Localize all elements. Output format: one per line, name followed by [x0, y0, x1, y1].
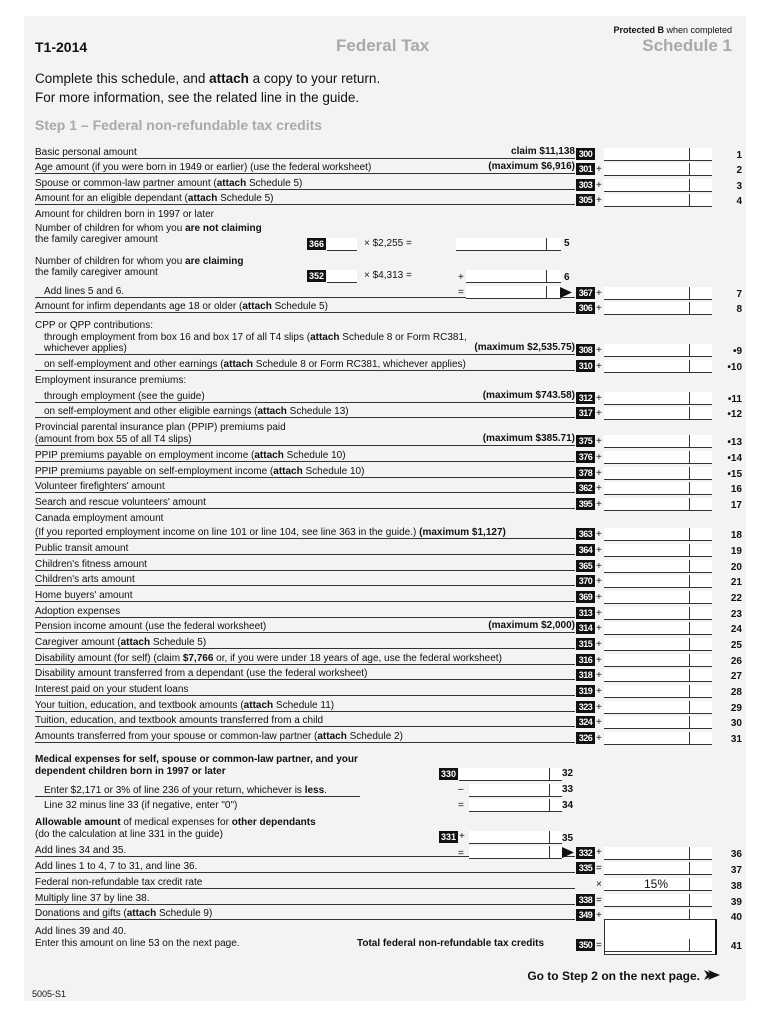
- credit-row: [35, 543, 575, 555]
- line-operator: +: [596, 655, 602, 666]
- line-338-op: =: [596, 895, 602, 906]
- line-33-op: –: [458, 784, 464, 795]
- line-41-text-1: Add lines 39 and 40.: [35, 926, 127, 937]
- credit-row-limit: (maximum $6,916): [488, 161, 575, 172]
- line-code: 300: [576, 148, 595, 160]
- line-38-row: Federal non-refundable tax credit rate: [35, 877, 575, 889]
- line-code: 376: [576, 451, 595, 463]
- line-34-op: =: [458, 800, 464, 811]
- line-40-row: Donations and gifts (attach Schedule 9): [35, 908, 575, 920]
- form-page: [24, 16, 746, 1001]
- line-41-amount: [605, 939, 689, 952]
- credit-row-label: Children's fitness amount: [35, 559, 147, 570]
- credit-row: [35, 606, 575, 618]
- line-code: 323: [576, 701, 595, 713]
- line-36-sum: [469, 846, 549, 859]
- line-amount-input[interactable]: [604, 622, 689, 635]
- credit-row-label: Public transit amount: [35, 543, 129, 554]
- line-number: 23: [730, 609, 742, 620]
- line-number: 22: [730, 593, 742, 604]
- credit-row-label: Interest paid on your student loans: [35, 684, 189, 695]
- line-41-number: 41: [730, 941, 742, 952]
- line-code: 315: [576, 638, 595, 650]
- line-code: 367: [576, 287, 595, 299]
- credit-row-label: Volunteer firefighters' amount: [35, 481, 165, 492]
- line-338-code: 338: [576, 894, 595, 906]
- line-code: 318: [576, 669, 595, 681]
- line-amount-input[interactable]: [604, 344, 689, 357]
- line-6-number: 6: [564, 272, 570, 283]
- children-claiming-l2: the family caregiver amount: [35, 267, 158, 278]
- line-operator: +: [596, 499, 602, 510]
- credit-row: [35, 359, 575, 371]
- line-366-input[interactable]: [327, 238, 357, 251]
- line-code: 365: [576, 560, 595, 572]
- credit-row-label: through employment from box 16 and box 17 of all T4 slips (attach Schedule 8 or Form RC381,: [44, 332, 467, 343]
- line-352-input[interactable]: [327, 270, 357, 283]
- credit-row: [35, 668, 575, 680]
- line-operator: +: [596, 717, 602, 728]
- line-code: 324: [576, 716, 595, 728]
- line-code: 375: [576, 435, 595, 447]
- line-amount-input[interactable]: [604, 302, 689, 315]
- credit-row: [35, 375, 575, 386]
- line-operator: +: [596, 686, 602, 697]
- line-332-op: +: [596, 847, 602, 858]
- line-amount-input[interactable]: [604, 560, 689, 573]
- children-claiming-l1: Number of children for whom you are claiming: [35, 256, 244, 267]
- line-number: 24: [730, 624, 742, 635]
- line-number: •14: [727, 453, 742, 464]
- credit-row-label: Employment insurance premiums:: [35, 375, 187, 386]
- credit-row: [35, 406, 575, 418]
- line-32-number: 32: [562, 768, 574, 779]
- credit-row-limit: (maximum $2,535.75): [474, 342, 575, 353]
- credit-row-label: on self-employment and other eligible earnings (attach Schedule 13): [44, 406, 349, 417]
- line-code: 310: [576, 360, 595, 372]
- line-34-amount: [469, 799, 549, 812]
- line-number: •12: [727, 409, 742, 420]
- line-number: 25: [730, 640, 742, 651]
- line-6-amount[interactable]: [466, 270, 546, 283]
- line-amount-input[interactable]: [604, 467, 689, 480]
- line-operator: +: [596, 702, 602, 713]
- credit-row: [35, 147, 575, 159]
- credit-row: [35, 422, 575, 433]
- line-number: •9: [732, 346, 742, 357]
- line-39-row: Multiply line 37 by line 38.: [35, 893, 575, 905]
- credit-row: [35, 590, 575, 602]
- line-code: 308: [576, 344, 595, 356]
- line-operator: +: [596, 545, 602, 556]
- line-code: 303: [576, 179, 595, 191]
- credit-row: [35, 527, 575, 539]
- line-amount-input[interactable]: [604, 575, 689, 588]
- line-amount-input[interactable]: [604, 392, 689, 405]
- credit-row-label: (If you reported employment income on line 101 or line 104, see line 363 in the guide.) (maximum $1,127): [35, 527, 506, 538]
- line-366-multiplier: × $2,255 =: [364, 238, 412, 249]
- credit-row-label: on self-employment and other earnings (attach Schedule 8 or Form RC381, whichever applies): [44, 359, 466, 370]
- line-code: 363: [576, 528, 595, 540]
- line-349-op: +: [596, 910, 602, 921]
- credit-row-label: PPIP premiums payable on employment income (attach Schedule 10): [35, 450, 346, 461]
- line-number: 28: [730, 687, 742, 698]
- line-operator: +: [596, 561, 602, 572]
- line-34-number: 34: [562, 800, 574, 811]
- children-not-claiming-l1: Number of children for whom you are not claiming: [35, 223, 262, 234]
- line-amount-input[interactable]: [604, 685, 689, 698]
- line-code: 316: [576, 654, 595, 666]
- line-335-op: =: [596, 863, 602, 874]
- line-amount-input[interactable]: [604, 163, 689, 176]
- line-number: 7: [736, 289, 742, 300]
- credit-row-label: Home buyers' amount: [35, 590, 133, 601]
- line-36-number: 36: [730, 849, 742, 860]
- schedule-title: Schedule 1: [642, 36, 732, 55]
- credit-row: [35, 178, 575, 190]
- credit-row-label: Provincial parental insurance plan (PPIP) premiums paid: [35, 422, 286, 433]
- line-36-row: Add lines 34 and 35.: [35, 845, 575, 857]
- line-6-cents[interactable]: [546, 270, 561, 283]
- line-352-code: 352: [308, 271, 325, 281]
- children-not-claiming-l2: the family caregiver amount: [35, 234, 158, 245]
- line-amount-input[interactable]: [604, 669, 689, 682]
- line-37-amount: [604, 862, 689, 875]
- line-amount-input[interactable]: [604, 407, 689, 420]
- credit-row-label: Amounts transferred from your spouse or common-law partner (attach Schedule 2): [35, 731, 403, 742]
- credit-row: [35, 700, 575, 712]
- line-operator: +: [596, 608, 602, 619]
- line-37-number: 37: [730, 865, 742, 876]
- line-330-code: 330: [440, 769, 457, 779]
- line-code: 378: [576, 467, 595, 479]
- line-36-sum-op: =: [458, 848, 464, 859]
- credit-row-label: CPP or QPP contributions:: [35, 320, 154, 331]
- credit-row-label: Spouse or common-law partner amount (attach Schedule 5): [35, 178, 303, 189]
- line-operator: +: [596, 195, 602, 206]
- line-34-cents: [549, 799, 562, 812]
- credit-row-label: Add lines 5 and 6.: [44, 286, 125, 297]
- line-code: 306: [576, 302, 595, 314]
- credit-row-label: through employment (see the guide): [44, 391, 205, 402]
- federal-rate: 15%: [644, 877, 669, 891]
- line-35-op: +: [459, 831, 465, 842]
- line-amount-input[interactable]: [604, 654, 689, 667]
- line-5-amount[interactable]: [456, 238, 546, 251]
- credit-row-label: whichever applies): [44, 343, 127, 354]
- credit-row: [35, 481, 575, 493]
- line-5-6-sum: [466, 286, 546, 299]
- credit-row-label: Disability amount transferred from a dependant (use the federal worksheet): [35, 668, 368, 679]
- credit-row: [35, 193, 575, 205]
- line-350-code: 350: [576, 939, 595, 951]
- line-number: •13: [727, 437, 742, 448]
- line-operator: +: [596, 303, 602, 314]
- credit-row-label: Caregiver amount (attach Schedule 5): [35, 637, 207, 648]
- line-amount-input[interactable]: [604, 701, 689, 714]
- credit-row: [35, 574, 575, 586]
- protected-notice: Protected B when completed: [613, 25, 732, 35]
- line-operator: +: [596, 623, 602, 634]
- line-code: 317: [576, 407, 595, 419]
- line-amount-input[interactable]: [604, 435, 689, 448]
- step-1-title: Step 1 – Federal non-refundable tax credits: [35, 117, 323, 133]
- arrow-right-icon: [704, 967, 720, 983]
- credit-row-label: Disability amount (for self) (claim $7,766 or, if you were under 18 years of age, use the federal worksheet): [35, 653, 502, 664]
- line-366-code: 366: [308, 239, 325, 249]
- line-amount-input[interactable]: [604, 287, 689, 300]
- line-39-amount: [604, 894, 689, 907]
- line-operator: +: [596, 576, 602, 587]
- credit-row: [35, 497, 575, 509]
- line-operator: +: [596, 483, 602, 494]
- line-35-number: 35: [562, 833, 574, 844]
- line-operator: +: [596, 408, 602, 419]
- form-title: Federal Tax: [336, 36, 430, 55]
- line-number: 17: [730, 500, 742, 511]
- line-6-op: +: [458, 272, 464, 283]
- credit-row-label: Canada employment amount: [35, 513, 164, 524]
- credit-row: [35, 450, 575, 462]
- credit-row: [35, 513, 575, 524]
- line-number: 4: [736, 196, 742, 207]
- line-number: 29: [730, 703, 742, 714]
- credit-row: [35, 637, 575, 649]
- credit-row-limit: (maximum $743.58): [482, 390, 575, 401]
- line-operator: +: [596, 180, 602, 191]
- credit-row: [35, 301, 575, 313]
- line-number: 26: [730, 656, 742, 667]
- arrow-right-icon: [562, 847, 574, 858]
- line-code: 369: [576, 591, 595, 603]
- form-number: 5005-S1: [32, 989, 67, 999]
- line-operator: +: [596, 164, 602, 175]
- line-amount-input[interactable]: [604, 451, 689, 464]
- line-operator: +: [596, 345, 602, 356]
- line-number: 30: [730, 718, 742, 729]
- credit-row: [35, 343, 575, 355]
- line-operator: +: [596, 670, 602, 681]
- line-number: 31: [730, 734, 742, 745]
- credit-row-label: Children's arts amount: [35, 574, 135, 585]
- credit-row: [35, 320, 575, 331]
- line-operator: +: [596, 529, 602, 540]
- line-amount-input[interactable]: [604, 638, 689, 651]
- line-5-6-sum-op: =: [458, 287, 464, 298]
- line-335-code: 335: [576, 862, 595, 874]
- line-operator: +: [596, 288, 602, 299]
- line-5-cents[interactable]: [546, 238, 561, 251]
- line-number: 8: [736, 304, 742, 315]
- allowable-l1: Allowable amount of medical expenses for other dependants: [35, 817, 316, 828]
- line-number: 21: [730, 577, 742, 588]
- line-amount-input[interactable]: [604, 148, 689, 161]
- line-number: 27: [730, 671, 742, 682]
- line-36-sum-cents: [549, 846, 562, 859]
- intro-line-2: For more information, see the related line in the guide.: [35, 90, 360, 105]
- credit-row-label: PPIP premiums payable on self-employment income (attach Schedule 10): [35, 466, 365, 477]
- line-operator: +: [596, 393, 602, 404]
- line-330-amount[interactable]: [459, 768, 549, 781]
- credit-row-label: Pension income amount (use the federal worksheet): [35, 621, 267, 632]
- intro-line-1: Complete this schedule, and attach a copy to your return.: [35, 71, 381, 86]
- credit-row: [35, 731, 575, 743]
- line-number: 19: [730, 546, 742, 557]
- line-code: 362: [576, 482, 595, 494]
- line-36-amount[interactable]: [604, 847, 689, 860]
- line-33-underline: [35, 784, 360, 797]
- line-code: 314: [576, 622, 595, 634]
- line-38-op: ×: [596, 879, 602, 890]
- line-330-cents[interactable]: [549, 768, 562, 781]
- line-amount-input[interactable]: [604, 607, 689, 620]
- line-number: 16: [730, 484, 742, 495]
- credit-row: [35, 209, 575, 220]
- line-33-text: Enter $2,171 or 3% of line 236 of your return, whichever is less.: [44, 785, 327, 796]
- line-33-number: 33: [562, 784, 574, 795]
- line-code: 305: [576, 194, 595, 206]
- line-amount-input[interactable]: [604, 498, 689, 511]
- line-operator: +: [596, 592, 602, 603]
- line-operator: +: [596, 468, 602, 479]
- credit-row-label: Search and rescue volunteers' amount: [35, 497, 206, 508]
- credit-row-label: Amount for children born in 1997 or later: [35, 209, 214, 220]
- line-35-amount[interactable]: [469, 831, 549, 844]
- credit-row: [35, 162, 575, 174]
- line-number: 3: [736, 181, 742, 192]
- line-352-multiplier: × $4,313 =: [364, 270, 412, 281]
- allowable-l2: (do the calculation at line 331 in the guide): [35, 829, 223, 840]
- line-amount-input[interactable]: [604, 360, 689, 373]
- line-39-number: 39: [730, 897, 742, 908]
- line-code: 319: [576, 685, 595, 697]
- medical-title-l1: Medical expenses for self, spouse or common-law partner, and your: [35, 754, 358, 765]
- credit-row-limit: claim $11,138: [511, 146, 575, 157]
- line-code: 301: [576, 163, 595, 175]
- credit-row: [35, 684, 575, 696]
- line-operator: +: [596, 639, 602, 650]
- line-number: 20: [730, 562, 742, 573]
- line-number: •10: [727, 362, 742, 373]
- line-code: 312: [576, 392, 595, 404]
- line-number: •15: [727, 469, 742, 480]
- credit-row-label: Your tuition, education, and textbook amounts (attach Schedule 11): [35, 700, 335, 711]
- credit-row-limit: (maximum $385.71): [482, 433, 575, 444]
- credit-row-limit: (maximum $2,000): [488, 620, 575, 631]
- credit-row-label: Tuition, education, and textbook amounts transferred from a child: [35, 715, 324, 726]
- line-332-code: 332: [576, 847, 595, 859]
- go-to-step-2: Go to Step 2 on the next page.: [527, 969, 700, 983]
- line-code: 395: [576, 498, 595, 510]
- credit-row: [35, 466, 575, 478]
- arrow-right-icon: [560, 287, 572, 298]
- line-amount-input[interactable]: [604, 591, 689, 604]
- line-amount-input[interactable]: [604, 716, 689, 729]
- credit-row-label: (amount from box 55 of all T4 slips): [35, 434, 192, 445]
- line-amount-input[interactable]: [604, 482, 689, 495]
- line-41-label: Total federal non-refundable tax credits: [357, 938, 545, 949]
- credit-row-label: Amount for an eligible dependant (attach Schedule 5): [35, 193, 274, 204]
- line-38-number: 38: [730, 881, 742, 892]
- line-number: 1: [736, 150, 742, 161]
- line-350-op: =: [596, 940, 602, 951]
- line-code: 370: [576, 575, 595, 587]
- line-operator: +: [596, 436, 602, 447]
- credit-row: [35, 715, 575, 727]
- credit-row-label: Adoption expenses: [35, 606, 121, 617]
- line-number: 18: [730, 530, 742, 541]
- line-number: 2: [736, 165, 742, 176]
- line-code: 313: [576, 607, 595, 619]
- line-5-6-sum-cents: [546, 286, 561, 299]
- line-operator: +: [596, 733, 602, 744]
- credit-row: [35, 391, 575, 403]
- line-amount-input[interactable]: [604, 528, 689, 541]
- line-41-text-2: Enter this amount on line 53 on the next page.: [35, 938, 240, 949]
- line-amount-input[interactable]: [604, 194, 689, 207]
- credit-row-label: Age amount (if you were born in 1949 or earlier) (use the federal worksheet): [35, 162, 372, 173]
- line-amount-input[interactable]: [604, 179, 689, 192]
- line-33-amount[interactable]: [469, 784, 549, 797]
- line-number: •11: [727, 394, 742, 405]
- line-349-code: 349: [576, 909, 595, 921]
- credit-row: [35, 559, 575, 571]
- credit-row-label: Basic personal amount: [35, 147, 137, 158]
- line-code: 326: [576, 732, 595, 744]
- form-id: T1-2014: [35, 39, 88, 55]
- medical-title-l2: dependent children born in 1997 or later: [35, 766, 226, 777]
- line-5-number: 5: [564, 238, 570, 249]
- line-33-cents[interactable]: [549, 784, 562, 797]
- line-code: 364: [576, 544, 595, 556]
- line-34-text: Line 32 minus line 33 (if negative, enter "0"): [44, 800, 238, 811]
- credit-row: [35, 621, 575, 633]
- credit-row: [35, 434, 575, 446]
- line-amount-input[interactable]: [604, 544, 689, 557]
- line-35-cents[interactable]: [549, 831, 562, 844]
- credit-row: [35, 653, 575, 665]
- line-37-row: Add lines 1 to 4, 7 to 31, and line 36.: [35, 861, 575, 873]
- line-331-code: 331: [440, 832, 457, 842]
- line-operator: +: [596, 452, 602, 463]
- credit-row-label: Amount for infirm dependants age 18 or older (attach Schedule 5): [35, 301, 328, 312]
- line-40-number: 40: [730, 912, 742, 923]
- line-operator: +: [596, 361, 602, 372]
- line-amount-input[interactable]: [604, 732, 689, 745]
